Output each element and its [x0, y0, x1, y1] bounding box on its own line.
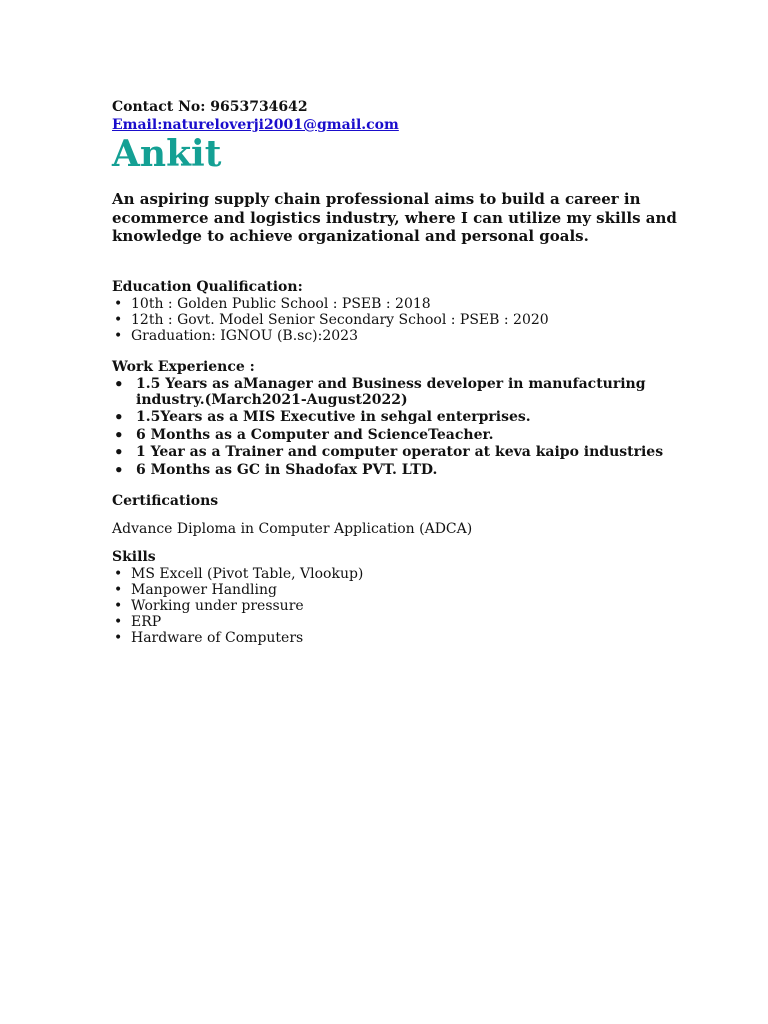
work-list: [112, 376, 712, 478]
candidate-name: Ankit: [112, 133, 222, 175]
education-list: [112, 296, 712, 344]
list-item: • 12th : Govt. Model Senior Secondary School : PSEB : 2020: [112, 312, 712, 328]
list-item: • MS Excell (Pivot Table, Vlookup): [112, 566, 712, 582]
resume-page: [112, 98, 712, 646]
skills-heading: Skills: [112, 548, 156, 565]
certifications-heading: Certifications: [112, 492, 219, 509]
list-item: • Hardware of Computers: [112, 630, 712, 646]
list-item: • 1 Year as a Trainer and computer operator at keva kaipo industries: [112, 444, 712, 460]
list-item: • 6 Months as GC in Shadofax PVT. LTD.: [112, 462, 712, 478]
list-item: • Working under pressure: [112, 598, 712, 614]
list-item: • 6 Months as a Computer and ScienceTeacher.: [112, 427, 712, 443]
education-heading: Education Qualification:: [112, 278, 303, 295]
work-heading: Work Experience :: [112, 358, 255, 375]
list-item: • Manpower Handling: [112, 582, 712, 598]
list-item: • 10th : Golden Public School : PSEB : 2018: [112, 296, 712, 312]
skills-list: [112, 566, 712, 646]
list-item: • 1.5 Years as aManager and Business developer in manufacturing industry.(March2021-August2022): [112, 376, 712, 408]
list-item: • ERP: [112, 614, 712, 630]
career-objective: An aspiring supply chain professional aims to build a career in ecommerce and logistics industry, where I can utilize my skills and knowledge to achieve organizational and personal goals.: [112, 190, 677, 245]
certification-text: Advance Diploma in Computer Application (ADCA): [112, 520, 473, 537]
list-item: • 1.5Years as a MIS Executive in sehgal enterprises.: [112, 409, 712, 425]
list-item: • Graduation: IGNOU (B.sc):2023: [112, 328, 712, 344]
contact-phone: Contact No: 9653734642: [112, 99, 308, 115]
email-link[interactable]: Email:natureloverji2001@gmail.com: [112, 117, 399, 133]
